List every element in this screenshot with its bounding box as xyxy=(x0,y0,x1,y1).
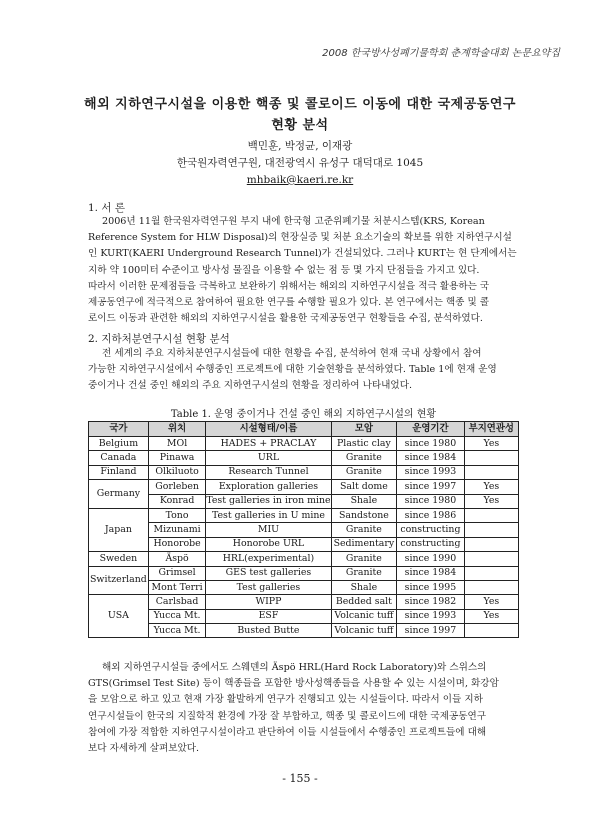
table-cell: since 1993 xyxy=(397,465,464,479)
table-cell: Test galleries in U mine xyxy=(206,508,331,522)
table-cell: Yes xyxy=(464,480,518,494)
table-cell: Volcanic tuff xyxy=(331,624,397,638)
table-cell: since 1984 xyxy=(397,566,464,580)
table-cell: since 1984 xyxy=(397,451,464,465)
author-affiliation: 한국원자력연구원, 대전광역시 유성구 대덕대로 1045 xyxy=(176,157,424,169)
table-cell: Salt dome xyxy=(331,480,397,494)
text-line: 을 모암으로 하고 있고 현재 가장 활발하게 연구가 진행되고 있는 시설들이다. 따라서 이들 지하 xyxy=(88,694,483,706)
table-cell: Konrad xyxy=(148,494,206,508)
table-cell: Yes xyxy=(464,494,518,508)
section-heading: 1. 서 론 xyxy=(88,202,125,214)
table-cell xyxy=(464,465,518,479)
table-row xyxy=(89,552,519,566)
table-cell: Honorobe URL xyxy=(206,537,331,551)
table-row xyxy=(89,523,519,537)
table-cell: Sedimentary xyxy=(331,537,397,551)
country-cell: Canada xyxy=(89,451,149,465)
column-header: 시설형태/이름 xyxy=(206,422,331,437)
table-cell xyxy=(464,523,518,537)
column-header: 국가 xyxy=(89,422,149,437)
text-line: 로이드 이동과 관련한 해외의 지하연구시설을 활용한 국제공동연구 현황들을 수집, 분석하였다. xyxy=(88,313,483,325)
table-cell: since 1980 xyxy=(397,494,464,508)
table-cell: Granite xyxy=(331,552,397,566)
table-row xyxy=(89,566,519,580)
intro-paragraph xyxy=(88,214,519,327)
text-line: 중이거나 건설 중인 해외의 주요 지하연구시설의 현황을 정리하여 나타내었다. xyxy=(88,380,413,392)
title-line: 해외 지하연구시설을 이용한 핵종 및 콜로이드 이동에 대한 국제공동연구 xyxy=(84,97,516,112)
table-cell: Äspö xyxy=(148,552,206,566)
table-cell: ESF xyxy=(206,609,331,623)
text-line: 전 세계의 주요 지하처분연구시설들에 대한 현황을 수집, 분석하여 현재 국내 상황에서 참여 xyxy=(102,348,482,359)
table-cell xyxy=(464,552,518,566)
column-header: 부지연관성 xyxy=(464,422,518,437)
table-row xyxy=(89,595,519,609)
table-cell: Gorleben xyxy=(148,480,206,494)
table-header-row xyxy=(89,422,519,437)
table-cell: Test galleries xyxy=(206,580,331,594)
table-row xyxy=(89,537,519,551)
table-cell: Tono xyxy=(148,508,206,522)
table-row xyxy=(89,508,519,522)
country-cell: Sweden xyxy=(89,552,149,566)
table-cell: constructing xyxy=(397,523,464,537)
paper-title xyxy=(60,94,540,136)
table-cell: Yes xyxy=(464,437,518,451)
table-cell: Yes xyxy=(464,609,518,623)
table-cell: since 1997 xyxy=(397,480,464,494)
table-cell: since 1995 xyxy=(397,580,464,594)
table-cell: HADES + PRACLAY xyxy=(206,437,331,451)
table-cell: Mont Terri xyxy=(148,580,206,594)
table-cell: Test galleries in iron mine xyxy=(206,494,331,508)
country-cell: USA xyxy=(89,595,149,638)
table-cell: Granite xyxy=(331,523,397,537)
table-cell: Sandstone xyxy=(331,508,397,522)
table-cell: Yucca Mt. xyxy=(148,624,206,638)
table-cell: Grimsel xyxy=(148,566,206,580)
table-row xyxy=(89,437,519,451)
table-row xyxy=(89,451,519,465)
table-cell: Carlsbad xyxy=(148,595,206,609)
text-line: 연구시설들이 한국의 지질학적 환경에 가장 잘 부합하고, 핵종 및 콜로이드에 대한 국제공동연구 xyxy=(88,710,487,722)
table-cell: since 1997 xyxy=(397,624,464,638)
closing-paragraph xyxy=(88,660,519,757)
table-cell: Mizunami xyxy=(148,523,206,537)
text-line: 인 KURT(KAERI Underground Research Tunnel)가 건설되었다. 그러나 KURT는 현 단계에서는 xyxy=(88,248,517,260)
table-cell: constructing xyxy=(397,537,464,551)
text-line: 2006년 11월 한국원자력연구원 부지 내에 한국형 고준위폐기물 처분시스템(KRS, Korean xyxy=(102,216,485,227)
table-cell xyxy=(464,451,518,465)
table-cell: GES test galleries xyxy=(206,566,331,580)
table-row xyxy=(89,580,519,594)
country-cell: Belgium xyxy=(89,437,149,451)
author-email: mhbaik@kaeri.re.kr xyxy=(246,174,354,186)
table-cell xyxy=(464,566,518,580)
author-block xyxy=(60,138,540,189)
text-line: 지하 약 100미터 수준이고 방사성 물질을 이용할 수 없는 점 등 몇 가지 단점들을 가지고 있다. xyxy=(88,264,480,276)
table-caption: Table 1. 운영 중이거나 건설 중인 해외 지하연구시설의 현황 xyxy=(170,409,437,420)
table-cell: Olkiluoto xyxy=(148,465,206,479)
table-row xyxy=(89,609,519,623)
table-row xyxy=(89,494,519,508)
table-row xyxy=(89,624,519,638)
table-cell: Granite xyxy=(331,451,397,465)
table-cell: Granite xyxy=(331,465,397,479)
facilities-table xyxy=(88,421,519,638)
text-line: 보다 자세하게 살펴보았다. xyxy=(88,743,200,755)
text-line: 가능한 지하연구시설에서 수행중인 프로젝트에 대한 기술현황을 분석하였다. Table 1에 현재 운영 xyxy=(88,364,497,376)
table-cell: Plastic clay xyxy=(331,437,397,451)
table-cell: since 1990 xyxy=(397,552,464,566)
text-line: 참여에 가장 적합한 지하연구시설이라고 판단하여 이들 시설들에서 수행중인 프로젝트들에 대해 xyxy=(88,726,487,738)
table-cell: Honorobe xyxy=(148,537,206,551)
table-cell: Yucca Mt. xyxy=(148,609,206,623)
table-cell: Pinawa xyxy=(148,451,206,465)
table-cell: MOl xyxy=(148,437,206,451)
table-cell: since 1982 xyxy=(397,595,464,609)
table-cell: Shale xyxy=(331,580,397,594)
column-header: 모암 xyxy=(331,422,397,437)
table-cell: Shale xyxy=(331,494,397,508)
text-line: 해외 지하연구시설들 중에서도 스웨덴의 Äspö HRL(Hard Rock Laboratory)와 스위스의 xyxy=(102,662,487,673)
table-row xyxy=(89,465,519,479)
column-header: 위치 xyxy=(148,422,206,437)
section-heading: 2. 지하처분연구시설 현황 분석 xyxy=(88,333,230,345)
table-cell: URL xyxy=(206,451,331,465)
table-cell: Granite xyxy=(331,566,397,580)
table-cell: since 1993 xyxy=(397,609,464,623)
table-cell: MIU xyxy=(206,523,331,537)
table-cell: since 1980 xyxy=(397,437,464,451)
text-line: Reference System for HLW Disposal)의 현장실증 및 처분 요소기술의 확보를 위한 지하연구시설 xyxy=(88,232,512,244)
table-cell: Research Tunnel xyxy=(206,465,331,479)
table-cell xyxy=(464,508,518,522)
country-cell: Japan xyxy=(89,508,149,551)
table-cell xyxy=(464,580,518,594)
table-cell xyxy=(464,624,518,638)
table-cell: since 1986 xyxy=(397,508,464,522)
text-line: 따라서 이러한 문제점들을 극복하고 보완하기 위해서는 해외의 지하연구시설을 적극 활용하는 국 xyxy=(88,280,490,292)
table-cell: Volcanic tuff xyxy=(331,609,397,623)
table-cell: Bedded salt xyxy=(331,595,397,609)
running-head: 2008 한국방사성폐기물학회 춘계학술대회 논문요약집 xyxy=(322,48,560,59)
text-line: 제공동연구에 적극적으로 참여하여 필요한 연구를 수행할 필요가 있다. 본 연구에서는 핵종 및 콜 xyxy=(88,297,490,309)
author-names: 백민훈, 박정균, 이재광 xyxy=(247,140,353,152)
title-line: 현황 분석 xyxy=(271,118,329,133)
table-cell: HRL(experimental) xyxy=(206,552,331,566)
country-cell: Finland xyxy=(89,465,149,479)
page-number: - 155 - xyxy=(282,772,318,785)
column-header: 운영기간 xyxy=(397,422,464,437)
table-row xyxy=(89,480,519,494)
table-cell: Yes xyxy=(464,595,518,609)
section2-paragraph xyxy=(88,346,519,395)
country-cell: Germany xyxy=(89,480,149,509)
table-cell xyxy=(464,537,518,551)
table-cell: Busted Butte xyxy=(206,624,331,638)
table-cell: WIPP xyxy=(206,595,331,609)
country-cell: Switzerland xyxy=(89,566,149,595)
text-line: GTS(Grimsel Test Site) 등이 핵종들을 포함한 방사성핵종들을 사용할 수 있는 시설이며, 화강암 xyxy=(88,678,499,690)
table-cell: Exploration galleries xyxy=(206,480,331,494)
